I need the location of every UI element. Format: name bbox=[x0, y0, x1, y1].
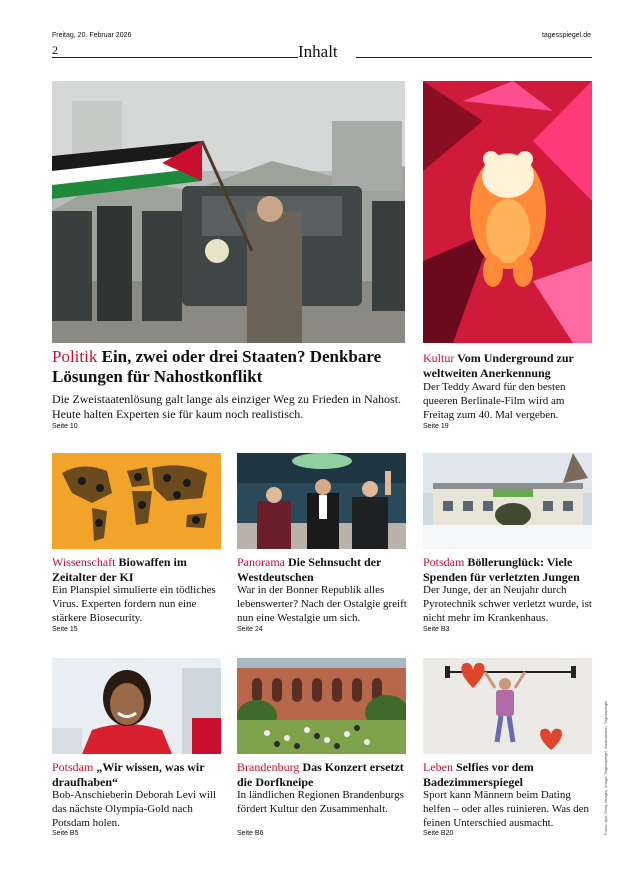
headline-text: Selfies vor dem Badezimmerspiegel bbox=[423, 760, 534, 789]
article-headline[interactable] bbox=[237, 760, 412, 790]
article-teaser: Die Zweistaatenlösung galt lange als einziger Weg zu Frieden in Nahost. Heute halten Experten sie für kaum noch realistisch. bbox=[52, 392, 402, 421]
leben-illustration[interactable] bbox=[423, 658, 592, 754]
headline-text: Ein, zwei oder drei Staaten? Denkbare Lösungen für Nahostkonflikt bbox=[52, 347, 382, 386]
potsdam-building-photo[interactable] bbox=[423, 453, 592, 549]
brandenburg-concert-photo[interactable] bbox=[237, 658, 406, 754]
wissenschaft-map-graphic[interactable] bbox=[52, 453, 221, 549]
ressort-label: Potsdam bbox=[52, 760, 94, 774]
article-teaser: In ländlichen Regionen Brandenburgs fördert Kultur den Zusammenhalt. bbox=[237, 789, 404, 815]
article-headline[interactable] bbox=[52, 760, 227, 790]
page-reference[interactable]: Seite 15 bbox=[52, 626, 78, 633]
page-reference[interactable]: Seite 24 bbox=[237, 626, 263, 633]
article-headline[interactable] bbox=[423, 351, 598, 381]
headline-text: Die Sehnsucht der Westdeutschen bbox=[237, 555, 382, 584]
header-rule-right bbox=[356, 57, 592, 58]
article-headline[interactable] bbox=[52, 555, 227, 585]
ressort-label: Panorama bbox=[237, 555, 285, 569]
ressort-label: Brandenburg bbox=[237, 760, 300, 774]
page-reference[interactable]: Seite B3 bbox=[423, 626, 450, 633]
article-teaser: Ein Planspiel simulierte ein tödliches Virus. Experten fordern nun eine stärkere Biosecurity. bbox=[52, 584, 216, 624]
ressort-label: Potsdam bbox=[423, 555, 465, 569]
article-teaser: Sport kann Männern beim Dating helfen – oder alles ruinieren. Was den feinen Unterschied ausmacht. bbox=[423, 789, 589, 829]
page-reference[interactable]: Seite B20 bbox=[423, 830, 454, 837]
article-teaser: Der Teddy Award für den besten queeren Berlinale-Film wird am Freitag zum 40. Mal vergeben. bbox=[423, 381, 566, 421]
headline-text: Biowaffen im Zeitalter der KI bbox=[52, 555, 187, 584]
headline-text: „Wir wissen, was wir draufhaben“ bbox=[52, 760, 205, 789]
headline-text: Das Konzert ersetzt die Dorfkneipe bbox=[237, 760, 404, 789]
panorama-photo[interactable] bbox=[237, 453, 406, 549]
page-reference[interactable]: Seite B5 bbox=[52, 830, 79, 837]
website-url[interactable]: tagesspiegel.de bbox=[541, 32, 591, 39]
page-reference[interactable]: Seite B6 bbox=[237, 830, 264, 837]
potsdam-athlete-photo[interactable] bbox=[52, 658, 221, 754]
kultur-artwork[interactable] bbox=[423, 81, 592, 343]
ressort-label: Leben bbox=[423, 760, 453, 774]
page-number: 2 bbox=[52, 43, 58, 57]
article-teaser: Der Junge, der an Neujahr durch Pyrotechnik schwer verletzt wurde, ist nicht mehr im Krankenhaus. bbox=[423, 584, 592, 624]
article-headline[interactable] bbox=[237, 555, 412, 585]
ressort-label: Politik bbox=[52, 347, 98, 366]
header-rule-left bbox=[52, 57, 298, 58]
photo-credits: Fotos: dpa, Getty Images, Imago, Tagesspiegel, Illustrationen: Tagesspiegel bbox=[603, 700, 608, 835]
headline-text: Vom Underground zur weltweiten Anerkennung bbox=[423, 351, 574, 380]
ressort-label: Kultur bbox=[423, 351, 455, 365]
politik-photo[interactable] bbox=[52, 81, 405, 343]
section-title: Inhalt bbox=[298, 42, 338, 61]
page-reference[interactable]: Seite 19 bbox=[423, 423, 449, 430]
article-teaser: War in der Bonner Republik alles lebenswerter? Nach der Ostalgie greift nun eine Westalgie um sich. bbox=[237, 584, 407, 624]
issue-date: Freitag, 20. Februar 2026 bbox=[52, 32, 132, 39]
article-headline[interactable] bbox=[423, 760, 598, 790]
headline-text: Böllerunglück: Viele Spenden für verletzten Jungen bbox=[423, 555, 580, 584]
ressort-label: Wissenschaft bbox=[52, 555, 116, 569]
article-headline[interactable] bbox=[423, 555, 598, 585]
article-headline[interactable] bbox=[52, 347, 407, 387]
article-teaser: Bob-Anschieberin Deborah Levi will das nächste Olympia-Gold nach Potsdam holen. bbox=[52, 789, 217, 829]
page-reference[interactable]: Seite 10 bbox=[52, 423, 78, 430]
